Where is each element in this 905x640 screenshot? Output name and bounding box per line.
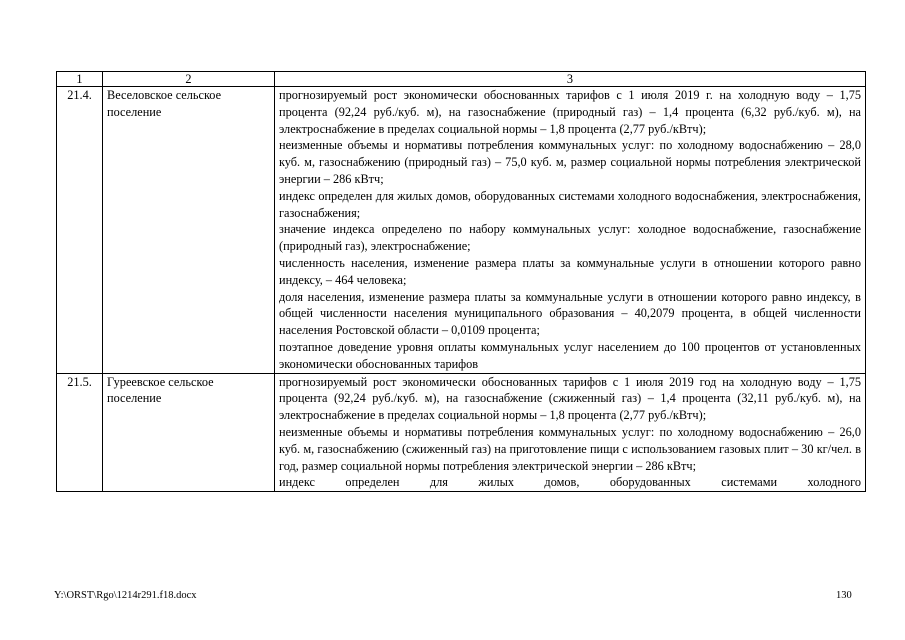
description-paragraph: индекс определен для жилых домов, оборудованных системами холодного [279, 475, 861, 490]
header-col-2: 2 [103, 72, 275, 87]
description-paragraph: прогнозируемый рост экономически обоснованных тарифов с 1 июля 2019 год на холодную воду – 1,75 процента (92,24 руб./куб. м), на газоснабжение (сжиженный газ) – 1,4 процента (32,11 руб./куб. м), на электроснабжение в пределах социальной нормы – 1,8 процента (2,77 руб./кВтч); [279, 374, 861, 423]
description-paragraph: значение индекса определено по набору коммунальных услуг: холодное водоснабжение, газоснабжение (природный газ), электроснабжение; [279, 222, 861, 254]
table-row [57, 373, 866, 492]
row-number: 21.4. [57, 87, 103, 374]
description-paragraph: неизменные объемы и нормативы потребления коммунальных услуг: по холодному водоснабжению – 26,0 куб. м, газоснабжению (сжиженный газ) на приготовление пищи с использованием газовых плит – 30 кг/чел. в год, размер социальной нормы потребления электрической энергии – 286 кВтч; [279, 424, 861, 473]
settlement-name: Веселовское сельское поселение [103, 87, 275, 374]
settlement-name: Гуреевское сельское поселение [103, 373, 275, 492]
description-paragraph: неизменные объемы и нормативы потребления коммунальных услуг: по холодному водоснабжению – 28,0 куб. м, газоснабжению (природный газ) – 75,0 куб. м, размер социальной нормы потребления электрической энергии – 286 кВтч; [279, 138, 861, 186]
description-paragraph: поэтапное доведение уровня оплаты коммунальных услуг населением до 100 процентов от установленных экономически обоснованных тарифов [279, 339, 861, 371]
footer-page-number: 130 [836, 590, 852, 601]
table-row [57, 87, 866, 374]
document-table [56, 71, 866, 492]
footer-file-path: Y:\ORST\Rgo\1214r291.f18.docx [54, 590, 197, 601]
table-header-row [57, 72, 866, 87]
row-description [275, 373, 866, 492]
description-paragraph: доля населения, изменение размера платы за коммунальные услуги в отношении которого равно индексу, в общей численности населения муниципального образования – 40,2079 процента, в общей численности населения Ростовской области – 0,0109 процента; [279, 289, 861, 338]
description-paragraph: численность населения, изменение размера платы за коммунальные услуги в отношении которого равно индексу, – 464 человека; [279, 255, 861, 287]
row-description [275, 87, 866, 374]
description-paragraph: индекс определен для жилых домов, оборудованных системами холодного водоснабжения, электроснабжения, газоснабжения; [279, 188, 861, 220]
header-col-1: 1 [57, 72, 103, 87]
row-number: 21.5. [57, 373, 103, 492]
description-paragraph: прогнозируемый рост экономически обоснованных тарифов с 1 июля 2019 г. на холодную воду – 1,75 процента (92,24 руб./куб. м), на газоснабжение (природный газ) – 1,4 процента (6,32 руб./куб. м), на электроснабжение в пределах социальной нормы – 1,8 процента (2,77 руб./кВтч); [279, 88, 861, 136]
header-col-3: 3 [275, 72, 866, 87]
